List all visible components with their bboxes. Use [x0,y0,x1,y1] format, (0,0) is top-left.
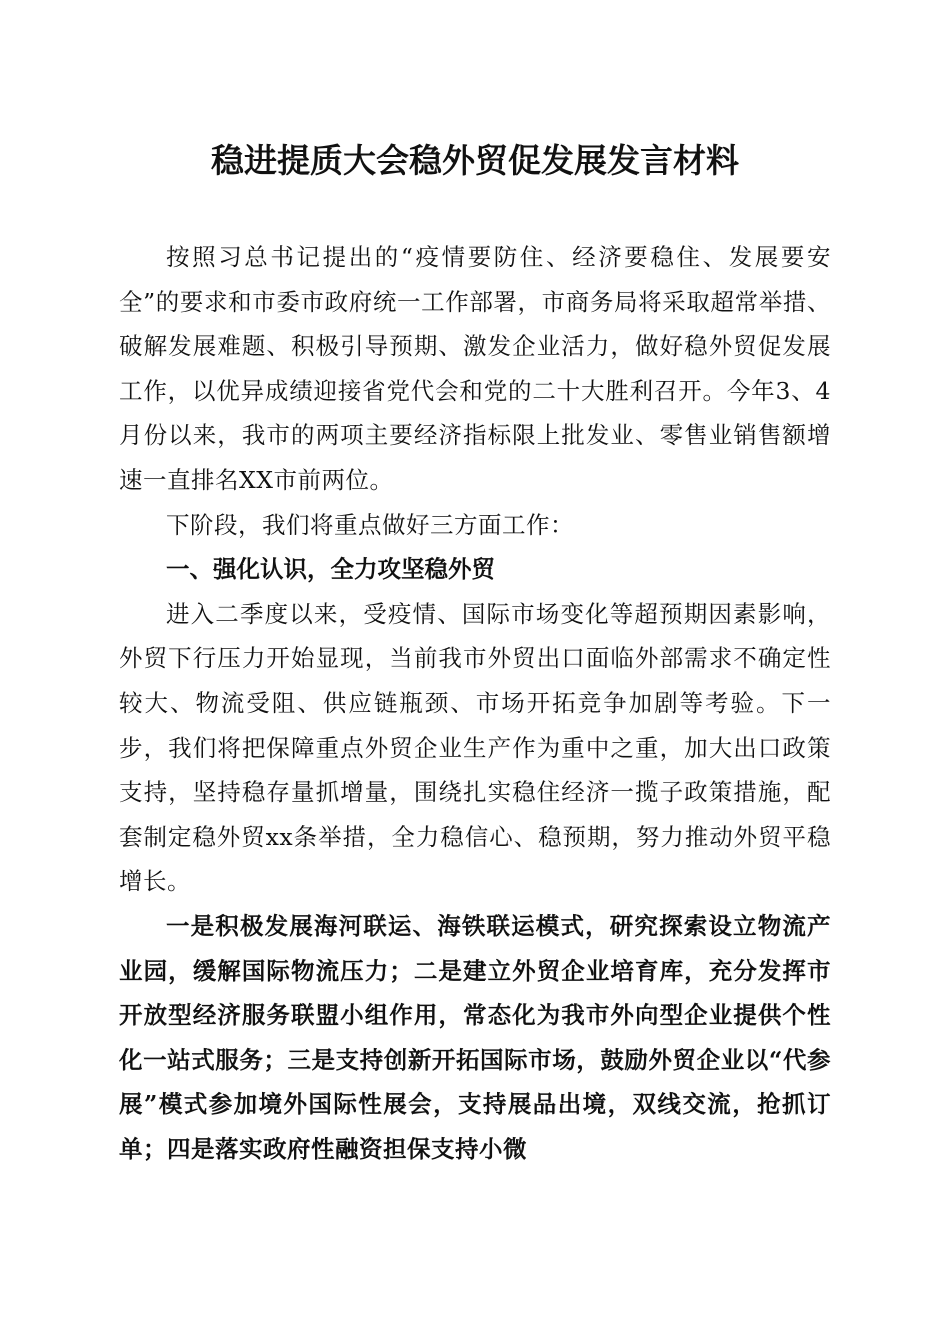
document-title: 稳进提质大会稳外贸促发展发言材料 [211,141,739,180]
paragraph-measures: 一是积极发展海河联运、海铁联运模式，研究探索设立物流产业园，缓解国际物流压力；二是建立外贸企业培育库，充分发挥市开放型经济服务联盟小组作用，常态化为我市外向型企业提供个性化一站式服务；三是支持创新开拓国际市场，鼓励外贸企业以“代参展”模式参加境外国际性展会，支持展品出境，双线交流，抢抓订单；四是落实政府性融资担保支持小微 [119,911,831,1163]
paragraph-next-stage: 下阶段，我们将重点做好三方面工作： [166,510,574,539]
section-heading-1: 一、强化认识，全力攻坚稳外贸 [166,555,495,584]
document-body [119,235,831,1171]
paragraph-intro: 按照习总书记提出的“疫情要防住、经济要稳住、发展要安全”的要求和市委市政府统一工作部署，市商务局将采取超常举措、破解发展难题、积极引导预期、激发企业活力，做好稳外贸促发展工作，以优异成绩迎接省党代会和党的二十大胜利召开。今年3、4月份以来，我市的两项主要经济指标限上批发业、零售业销售额增速一直排名XX市前两位。 [119,243,831,494]
paragraph-section-1: 进入二季度以来，受疫情、国际市场变化等超预期因素影响，外贸下行压力开始显现，当前我市外贸出口面临外部需求不确定性较大、物流受阻、供应链瓶颈、市场开拓竞争加剧等考验。下一步，我们将把保障重点外贸企业生产作为重中之重，加大出口政策支持，坚持稳存量抓增量，围绕扎实稳住经济一揽子政策措施，配套制定稳外贸xx条举措，全力稳信心、稳预期，努力推动外贸平稳增长。 [119,599,831,896]
